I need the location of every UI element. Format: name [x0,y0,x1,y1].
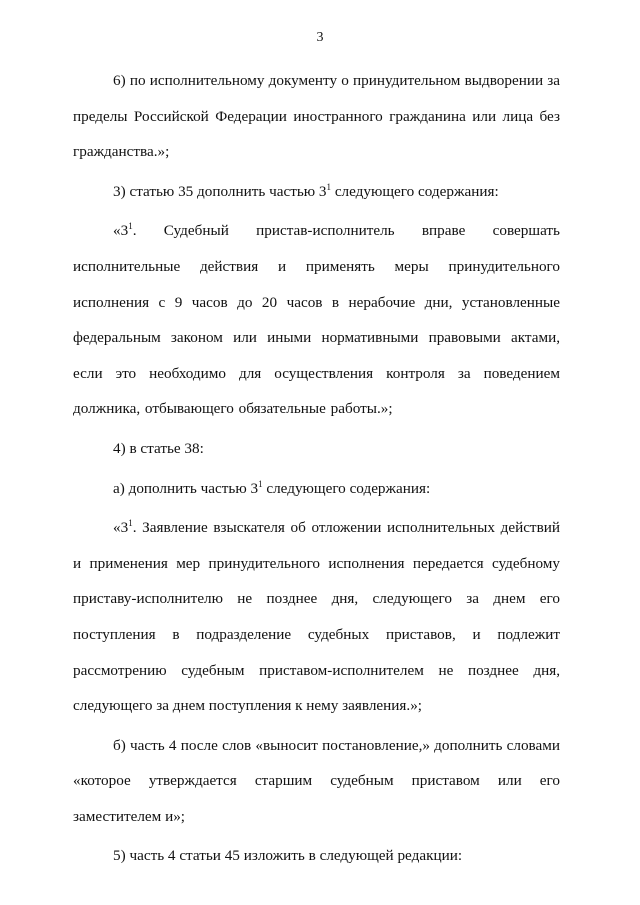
superscript-index: 1 [326,181,332,192]
paragraph-item-5-article-45: 5) часть 4 статьи 45 изложить в следующей редакции: [113,847,463,865]
superscript-index: 1 [128,518,133,529]
paragraph-text-end: следующего содержания: [331,182,499,200]
paragraph-item-4-article-38: 4) в статье 38: [113,439,204,457]
document-body [73,63,560,874]
paragraph-text-start: а) дополнить частью 3 [113,479,259,497]
paragraph-part-3-1-postponement-request [73,510,560,724]
superscript-index: 1 [128,221,133,232]
page-number: 3 [316,30,324,45]
superscript-index: 1 [258,478,263,489]
paragraph-text-start: «3 [113,222,129,240]
paragraph-text-end: . Судебный пристав-исполнитель вправе совершать исполнительные действия и применять меры принудительного исполнения с 9 часов до 20 часов в нерабочие дни, установленные федеральным законом или иными нормативными правовыми актами, если это необходимо для осуществления контроля за поведением должника, отбывающего обязательные работы.»; [73,222,560,418]
paragraph-text-start: 3) статью 35 дополнить частью 3 [113,182,327,200]
paragraph-part-3-1-bailiff-rights [73,213,560,427]
paragraph-text-end: . Заявление взыскателя об отложении исполнительных действий и применения мер принудительного исполнения передается судебному приставу-исполнителю не позднее дня, следующего за днем его поступления в подразделение судебных приставов, и подлежит рассмотрению судебным приставом-исполнителем не позднее дня, следующего за днем поступления к нему заявления.»; [73,519,560,715]
paragraph-item-3-article-35 [73,174,560,210]
paragraph-text-end: следующего содержания: [262,479,431,497]
paragraph-item-6-deportation: 6) по исполнительному документу о принудительном выдворении за пределы Российской Федерации иностранного гражданина или лица без гражданства.»; [73,72,560,161]
paragraph-text-start: «3 [113,519,129,537]
paragraph-subitem-a [73,471,560,507]
paragraph-subitem-b: б) часть 4 после слов «выносит постановление,» дополнить словами «которое утверждается старшим судебным приставом или его заместителем и»; [73,736,560,825]
